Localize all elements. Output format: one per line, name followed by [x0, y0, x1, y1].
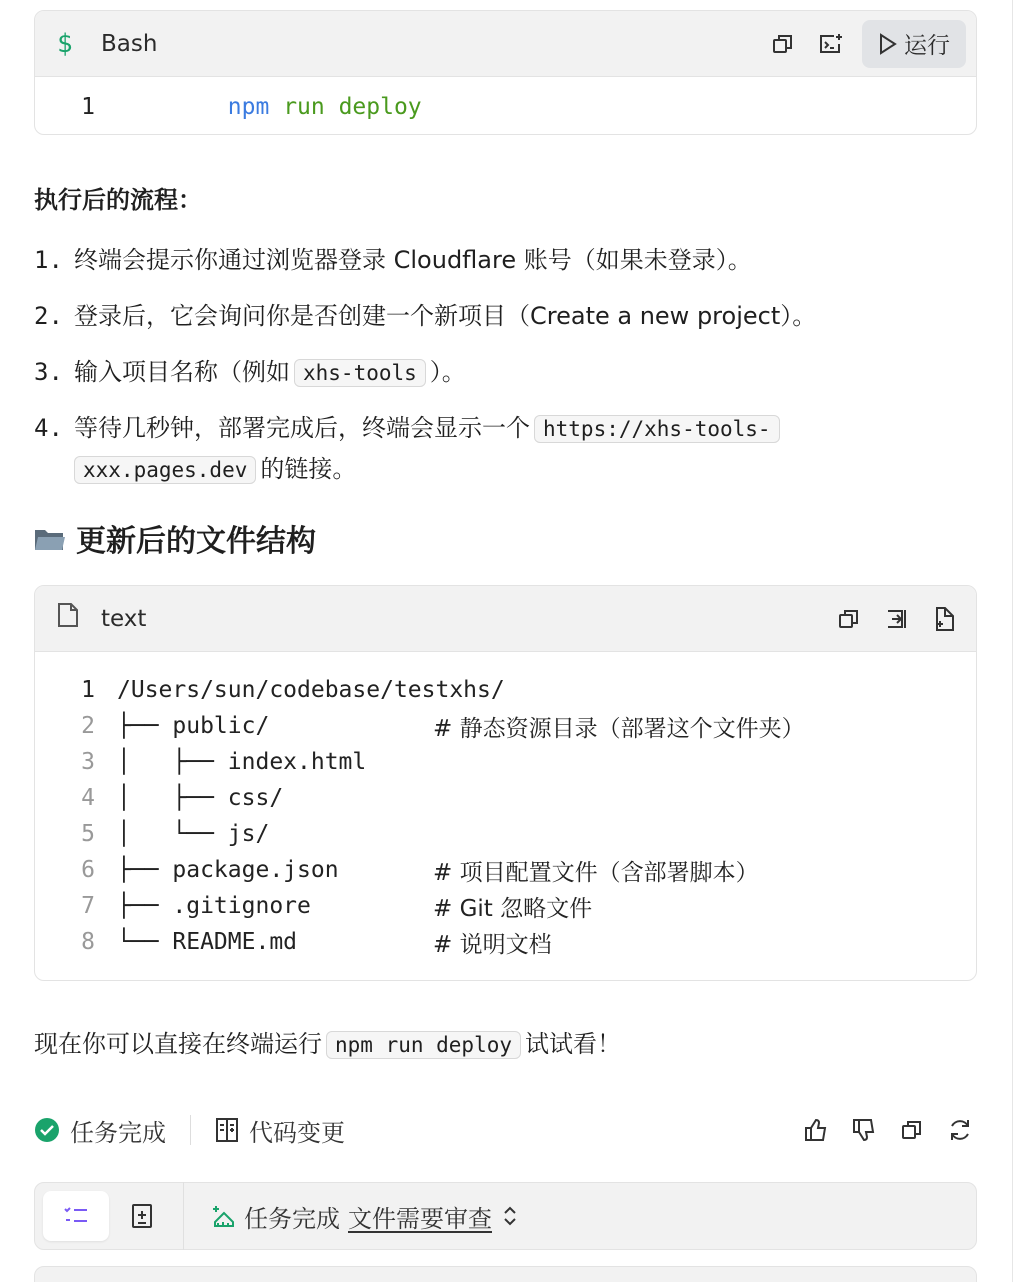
code-line — [35, 816, 976, 852]
line-number: 2 — [81, 713, 95, 739]
code-body — [35, 652, 976, 960]
section-heading — [34, 516, 316, 560]
thumbs-up-icon[interactable] — [799, 1113, 833, 1147]
code-text: │ └── js/ — [117, 821, 270, 847]
new-file-icon[interactable] — [924, 598, 966, 640]
code-block-header — [35, 586, 976, 652]
list-text-pre: 输入项目名称（例如 — [74, 358, 290, 386]
code-line — [35, 924, 976, 960]
list-number: 4. — [34, 414, 63, 442]
code-comment: # 项目配置文件（含部署脚本） — [433, 859, 759, 886]
code-line — [35, 744, 976, 780]
run-button[interactable] — [862, 20, 966, 68]
document-plus-icon — [131, 1203, 153, 1229]
flow-list-item — [34, 296, 934, 336]
task-done-label: 任务完成 — [70, 1118, 166, 1147]
code-line — [35, 672, 976, 708]
run-label: 运行 — [904, 33, 950, 59]
list-text: 登录后，它会询问你是否创建一个新项目（Create a new project）。 — [74, 302, 817, 330]
section-heading-text: 更新后的文件结构 — [76, 524, 316, 559]
list-text: 终端会提示你通过浏览器登录 Cloudflare 账号（如果未登录）。 — [74, 246, 752, 274]
code-comment: # 说明文档 — [433, 931, 552, 958]
flow-list-item — [34, 240, 934, 280]
closing-paragraph — [34, 1022, 621, 1067]
task-bar — [34, 1182, 977, 1250]
line-number: 5 — [81, 821, 95, 847]
code-changes-label: 代码变更 — [249, 1118, 345, 1147]
line-number: 8 — [81, 929, 95, 955]
thumbs-down-icon[interactable] — [847, 1113, 881, 1147]
scrollbar-track[interactable] — [1012, 0, 1030, 1282]
line-number: 1 — [81, 94, 95, 120]
line-number: 1 — [81, 677, 95, 703]
review-link[interactable]: 文件需要审查 — [348, 1204, 492, 1233]
list-text — [74, 352, 934, 393]
line-number: 4 — [81, 785, 95, 811]
divider — [190, 1115, 191, 1145]
task-list-icon — [63, 1204, 89, 1228]
code-comment: # 静态资源目录（部署这个文件夹） — [433, 715, 805, 742]
list-number: 3. — [34, 358, 63, 386]
command-token: npm — [227, 94, 270, 120]
code-text — [117, 68, 422, 135]
code-language-label: text — [101, 605, 147, 632]
line-number: 6 — [81, 857, 95, 883]
inline-code: xxx.pages.dev — [74, 456, 256, 484]
code-line — [35, 852, 976, 888]
code-language-label: Bash — [101, 30, 158, 57]
folder-icon — [34, 525, 66, 551]
copy-icon[interactable] — [762, 23, 804, 65]
code-line — [35, 708, 976, 744]
check-circle-icon — [34, 1117, 60, 1143]
dollar-icon: $ — [57, 28, 73, 59]
copy-icon[interactable] — [895, 1113, 929, 1147]
code-changes-button[interactable] — [215, 1113, 345, 1148]
task-bar-status — [210, 1199, 520, 1234]
copy-icon[interactable] — [828, 598, 870, 640]
divider — [183, 1182, 184, 1250]
code-line — [35, 89, 976, 125]
code-text: │ ├── css/ — [117, 785, 284, 811]
task-done-status — [34, 1113, 166, 1148]
code-line — [35, 780, 976, 816]
code-text: /Users/sun/codebase/testxhs/ — [117, 677, 505, 703]
bash-code-block — [34, 10, 977, 135]
sparkle-broom-icon — [210, 1203, 236, 1229]
structure-code-block — [34, 585, 977, 981]
list-text-pre: 等待几秒钟，部署完成后，终端会显示一个 — [74, 414, 530, 442]
inline-code: https://xhs-tools- — [534, 415, 780, 443]
diff-icon — [215, 1117, 239, 1143]
files-tab[interactable] — [109, 1191, 175, 1241]
regenerate-icon[interactable] — [943, 1113, 977, 1147]
code-text: └── README.md — [117, 929, 298, 955]
chevron-updown-icon[interactable] — [500, 1204, 520, 1228]
code-text: ├── public/ — [117, 713, 270, 739]
inline-code: npm run deploy — [326, 1031, 521, 1059]
code-text: ├── package.json — [117, 857, 339, 883]
flow-list-item — [34, 408, 934, 490]
tasks-tab[interactable] — [43, 1191, 109, 1241]
input-panel-edge — [34, 1266, 977, 1282]
list-number: 1. — [34, 246, 63, 274]
insert-terminal-icon[interactable] — [810, 23, 852, 65]
list-text — [74, 408, 934, 490]
line-number: 7 — [81, 893, 95, 919]
paragraph-post: 试试看！ — [525, 1030, 622, 1058]
code-text: │ ├── index.html — [117, 749, 367, 775]
code-body — [35, 77, 976, 125]
insert-icon[interactable] — [876, 598, 918, 640]
line-number: 3 — [81, 749, 95, 775]
flow-heading: 执行后的流程： — [34, 186, 202, 214]
play-icon — [878, 33, 898, 55]
paragraph-pre: 现在你可以直接在终端运行 — [34, 1030, 322, 1058]
list-text-post: 的链接。 — [260, 455, 357, 483]
list-number: 2. — [34, 302, 63, 330]
list-text-post: ）。 — [429, 358, 466, 386]
code-text: ├── .gitignore — [117, 893, 311, 919]
task-bar-label: 任务完成 — [244, 1204, 340, 1233]
flow-list-item — [34, 352, 934, 393]
args-token: run deploy — [283, 94, 422, 120]
code-comment: # Git 忽略文件 — [433, 895, 593, 922]
message-status-row — [34, 1108, 977, 1152]
inline-code: xhs-tools — [294, 359, 426, 387]
file-icon — [57, 602, 85, 635]
code-line — [35, 888, 976, 924]
